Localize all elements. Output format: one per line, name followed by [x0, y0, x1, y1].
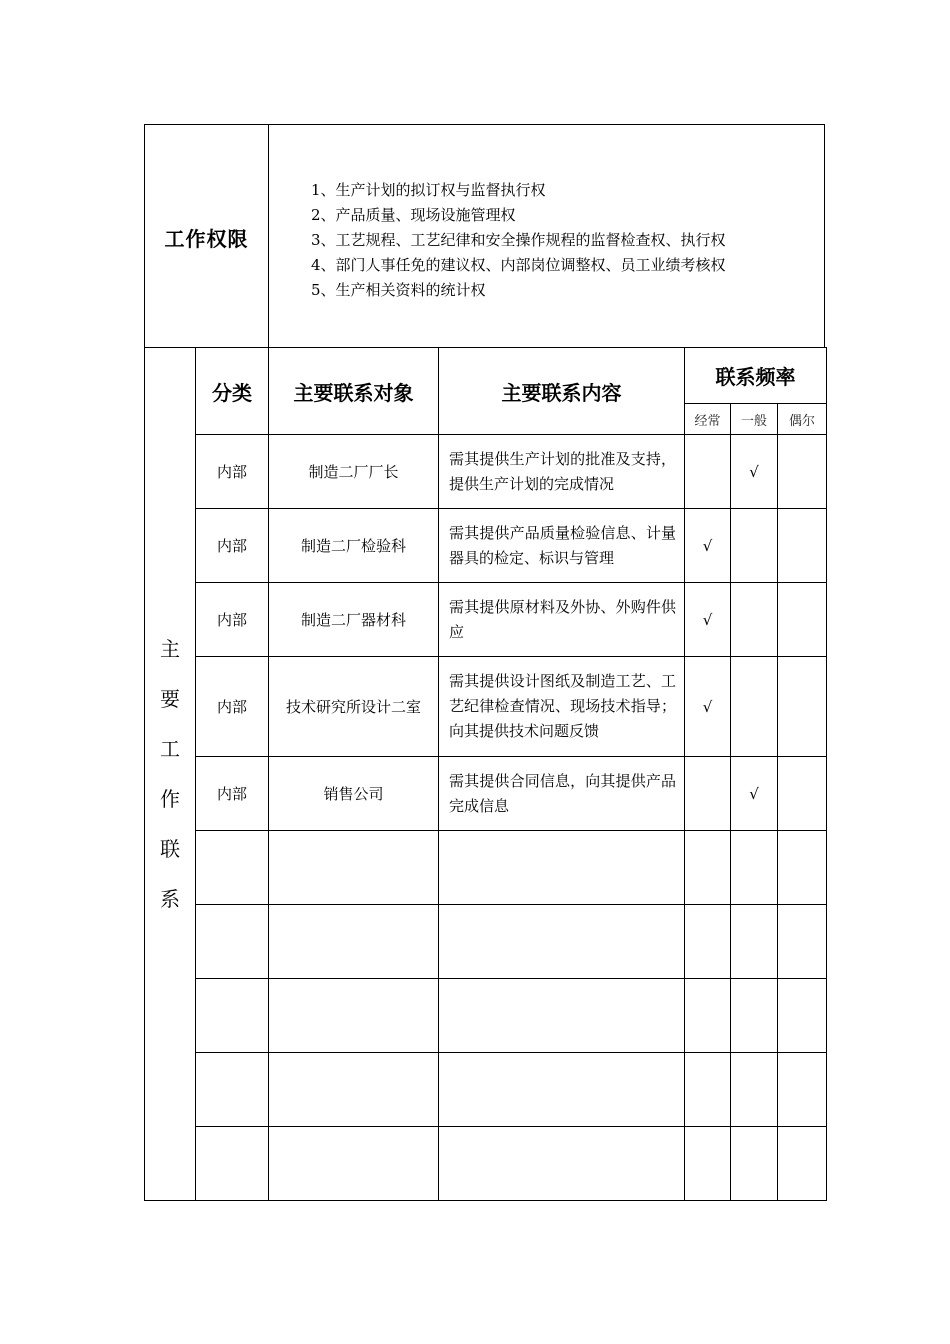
row-freq-seldom — [778, 979, 827, 1053]
row-target — [269, 979, 439, 1053]
row-target — [269, 831, 439, 905]
row-freq-normal — [731, 831, 778, 905]
row-content — [439, 1053, 685, 1127]
row-content — [439, 1127, 685, 1201]
section-label-char: 作 — [160, 787, 180, 811]
section-label-char: 系 — [160, 887, 180, 911]
row-content: 需其提供生产计划的批准及支持，提供生产计划的完成情况 — [439, 435, 685, 509]
row-category — [196, 1053, 269, 1127]
table-row — [145, 905, 827, 979]
table-row — [145, 435, 827, 509]
table-row — [145, 1127, 827, 1201]
row-target — [269, 1053, 439, 1127]
row-freq-normal: √ — [731, 435, 778, 509]
row-freq-often — [685, 905, 731, 979]
row-category — [196, 1127, 269, 1201]
row-freq-normal — [731, 1053, 778, 1127]
header-freq-normal: 一般 — [731, 404, 778, 435]
row-category: 内部 — [196, 583, 269, 657]
header-category: 分类 — [196, 348, 269, 435]
row-target: 技术研究所设计二室 — [269, 657, 439, 757]
table-row — [145, 757, 827, 831]
row-freq-seldom — [778, 1053, 827, 1127]
row-target — [269, 1127, 439, 1201]
row-target: 制造二厂检验科 — [269, 509, 439, 583]
row-content: 需其提供设计图纸及制造工艺、工艺纪律检查情况、现场技术指导；向其提供技术问题反馈 — [439, 657, 685, 757]
row-freq-often — [685, 831, 731, 905]
contacts-table — [144, 347, 827, 1201]
row-freq-normal — [731, 905, 778, 979]
section-label-char: 主 — [160, 637, 180, 661]
authority-list — [311, 178, 726, 303]
table-row — [145, 509, 827, 583]
table-row — [145, 831, 827, 905]
row-freq-normal — [731, 509, 778, 583]
row-freq-seldom — [778, 831, 827, 905]
row-target: 制造二厂厂长 — [269, 435, 439, 509]
header-target: 主要联系对象 — [269, 348, 439, 435]
section-label-char: 工 — [160, 737, 180, 761]
row-content — [439, 979, 685, 1053]
authority-item: 1、生产计划的拟订权与监督执行权 — [311, 181, 546, 199]
section-label-char: 联 — [160, 837, 180, 861]
row-freq-often — [685, 757, 731, 831]
header-frequency: 联系频率 — [685, 348, 827, 404]
authority-item: 4、部门人事任免的建议权、内部岗位调整权、员工业绩考核权 — [311, 256, 726, 274]
authority-label: 工作权限 — [145, 125, 269, 349]
row-freq-seldom — [778, 1127, 827, 1201]
row-content: 需其提供原材料及外协、外购件供应 — [439, 583, 685, 657]
row-content — [439, 831, 685, 905]
row-freq-normal — [731, 1127, 778, 1201]
row-content: 需其提供产品质量检验信息、计量器具的检定、标识与管理 — [439, 509, 685, 583]
row-category: 内部 — [196, 757, 269, 831]
row-freq-often: √ — [685, 657, 731, 757]
header-content: 主要联系内容 — [439, 348, 685, 435]
row-category — [196, 979, 269, 1053]
authority-item: 3、工艺规程、工艺纪律和安全操作规程的监督检查权、执行权 — [311, 231, 726, 249]
row-target: 制造二厂器材科 — [269, 583, 439, 657]
row-category: 内部 — [196, 435, 269, 509]
row-freq-seldom — [778, 435, 827, 509]
row-freq-often: √ — [685, 583, 731, 657]
row-category: 内部 — [196, 657, 269, 757]
row-freq-often: √ — [685, 509, 731, 583]
authority-section — [144, 124, 825, 348]
row-freq-normal — [731, 657, 778, 757]
section-label-char: 要 — [160, 687, 180, 711]
row-category: 内部 — [196, 509, 269, 583]
table-row — [145, 583, 827, 657]
row-freq-seldom — [778, 583, 827, 657]
row-freq-seldom — [778, 757, 827, 831]
row-freq-normal — [731, 583, 778, 657]
table-row — [145, 1053, 827, 1127]
row-target: 销售公司 — [269, 757, 439, 831]
header-freq-seldom: 偶尔 — [778, 404, 827, 435]
row-freq-often — [685, 435, 731, 509]
row-content — [439, 905, 685, 979]
contacts-section-label — [145, 348, 196, 1201]
row-freq-seldom — [778, 657, 827, 757]
row-freq-often — [685, 979, 731, 1053]
table-row — [145, 657, 827, 757]
row-freq-normal: √ — [731, 757, 778, 831]
header-freq-often: 经常 — [685, 404, 731, 435]
row-freq-often — [685, 1053, 731, 1127]
row-freq-seldom — [778, 509, 827, 583]
row-target — [269, 905, 439, 979]
authority-item: 5、生产相关资料的统计权 — [311, 281, 486, 299]
row-category — [196, 905, 269, 979]
row-freq-seldom — [778, 905, 827, 979]
row-freq-normal — [731, 979, 778, 1053]
row-category — [196, 831, 269, 905]
authority-item: 2、产品质量、现场设施管理权 — [311, 206, 516, 224]
row-content: 需其提供合同信息，向其提供产品完成信息 — [439, 757, 685, 831]
row-freq-often — [685, 1127, 731, 1201]
table-row — [145, 979, 827, 1053]
